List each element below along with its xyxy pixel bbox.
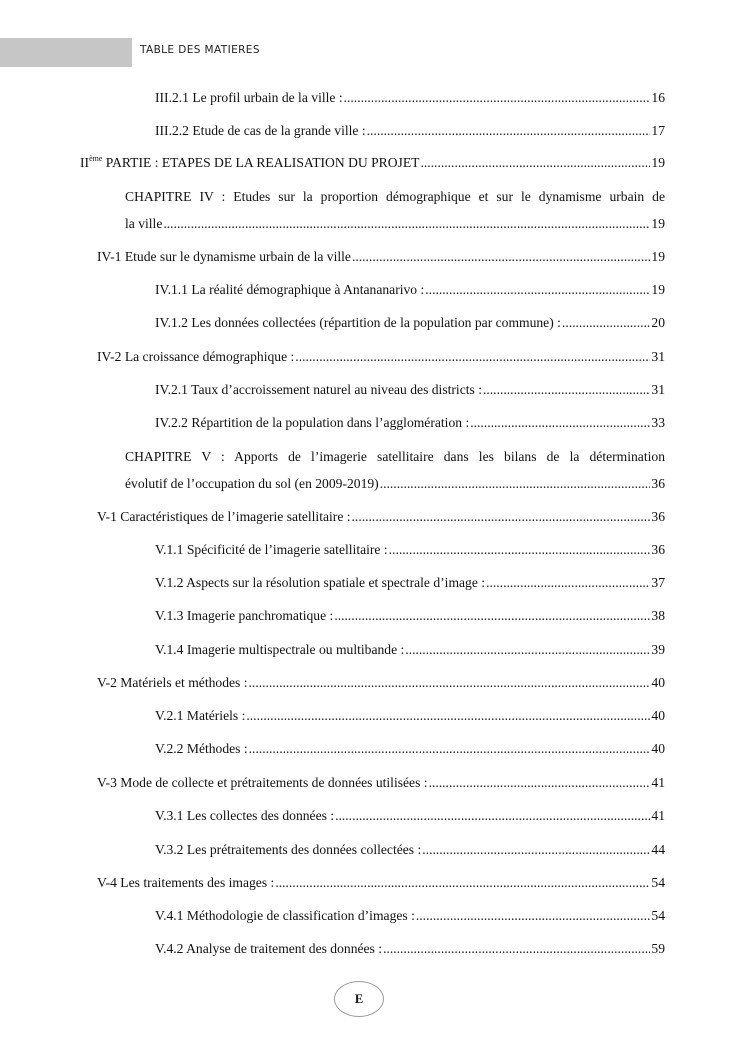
toc-entry-title: IV.2.1 Taux d’accroissement naturel au niveau des districts : — [155, 382, 482, 397]
toc-entry[interactable] — [97, 875, 665, 891]
toc-leader-dots — [429, 775, 651, 791]
toc-entry[interactable] — [155, 608, 665, 624]
toc-page-number: 19 — [651, 216, 665, 231]
part-superscript: ème — [89, 154, 103, 163]
toc-leader-dots — [470, 415, 650, 431]
toc-entry-title: V-1 Caractéristiques de l’imagerie satellitaire : — [97, 509, 351, 524]
toc-page-number: 44 — [651, 842, 665, 857]
toc-entry[interactable] — [155, 642, 665, 658]
toc-page-number: 41 — [651, 808, 665, 823]
toc-leader-dots — [295, 349, 650, 365]
toc-page-number: 41 — [651, 775, 665, 790]
toc-entry-title: V.3.1 Les collectes des données : — [155, 808, 335, 823]
toc-entry[interactable] — [155, 842, 665, 858]
toc-page-number: 38 — [651, 608, 665, 623]
toc-leader-dots — [380, 476, 651, 492]
toc-entry-title: V.4.2 Analyse de traitement des données : — [155, 941, 383, 956]
toc-entry-title: IV-2 La croissance démographique : — [97, 349, 295, 364]
toc-entry[interactable] — [97, 249, 665, 265]
toc-leader-dots — [352, 249, 650, 265]
toc-entry[interactable] — [155, 741, 665, 757]
part-title: PARTIE : ETAPES DE LA REALISATION DU PROJET — [102, 155, 420, 170]
page-number-badge — [334, 981, 384, 1017]
toc-leader-dots — [405, 642, 650, 658]
toc-page-number: 54 — [651, 908, 665, 923]
toc-leader-dots — [163, 216, 650, 232]
toc-entry[interactable] — [155, 941, 665, 957]
toc-leader-dots — [383, 941, 650, 957]
toc-entry-title: V-4 Les traitements des images : — [97, 875, 275, 890]
toc-page-number: 37 — [651, 575, 665, 590]
toc-entry[interactable] — [155, 575, 665, 591]
toc-page-number: 17 — [651, 123, 665, 138]
toc-page-number: 40 — [651, 708, 665, 723]
toc-entry-title: évolutif de l’occupation du sol (en 2009-2019) — [125, 476, 379, 491]
toc-leader-dots — [422, 842, 650, 858]
toc-leader-dots — [389, 542, 651, 558]
toc-entry-title: V.1.1 Spécificité de l’imagerie satellitaire : — [155, 542, 388, 557]
toc-leader-dots — [416, 908, 651, 924]
toc-page-number: 19 — [651, 282, 665, 297]
toc-entry[interactable] — [155, 415, 665, 431]
toc-entry-title: V.1.3 Imagerie panchromatique : — [155, 608, 334, 623]
toc-entry-title: V-3 Mode de collecte et prétraitements de données utilisées : — [97, 775, 428, 790]
toc-leader-dots — [246, 708, 650, 724]
toc-entry[interactable] — [155, 315, 665, 331]
toc-page-number: 19 — [651, 155, 665, 170]
toc-leader-dots — [420, 155, 650, 171]
toc-leader-dots — [483, 382, 650, 398]
toc-leader-dots — [562, 315, 650, 331]
toc-entry[interactable] — [155, 382, 665, 398]
header-gray-bar — [0, 38, 132, 67]
toc-entry-title: V.3.2 Les prétraitements des données collectées : — [155, 842, 422, 857]
toc-page-number: 16 — [651, 90, 665, 105]
toc-entry-title — [80, 155, 419, 171]
toc-page-number: 20 — [651, 315, 665, 330]
toc-entry[interactable] — [155, 542, 665, 558]
toc-entry[interactable] — [155, 708, 665, 724]
toc-page-number: 31 — [651, 382, 665, 397]
toc-entry-chapter[interactable] — [125, 189, 665, 232]
toc-entry-title: V.4.1 Méthodologie de classification d’images : — [155, 908, 415, 923]
toc-leader-dots — [352, 509, 651, 525]
toc-entry-title: IV-1 Etude sur le dynamisme urbain de la ville — [97, 249, 351, 264]
toc-page-number: 36 — [651, 476, 665, 491]
toc-page-number: 54 — [651, 875, 665, 890]
toc-leader-dots — [367, 123, 651, 139]
toc-leader-dots — [344, 90, 651, 106]
toc-leader-dots — [275, 875, 650, 891]
toc-page-number: 59 — [651, 941, 665, 956]
toc-entry[interactable] — [155, 808, 665, 824]
toc-entry-title: V-2 Matériels et méthodes : — [97, 675, 248, 690]
toc-entry-title: III.2.1 Le profil urbain de la ville : — [155, 90, 343, 105]
toc-entry[interactable] — [97, 509, 665, 525]
toc-entry-title: IV.2.2 Répartition de la population dans l’agglomération : — [155, 415, 470, 430]
toc-entry-chapter[interactable] — [125, 449, 665, 492]
toc-leader-dots — [486, 575, 650, 591]
part-number: II — [80, 155, 90, 170]
toc-chapter-title-line: CHAPITRE IV : Etudes sur la proportion démographique et sur le dynamisme urbain de — [125, 189, 665, 204]
toc-entry-title: V.2.1 Matériels : — [155, 708, 246, 723]
header-title: TABLE DES MATIERES — [140, 44, 260, 56]
toc-entry[interactable] — [97, 349, 665, 365]
toc-page-number: 31 — [651, 349, 665, 364]
toc-leader-dots — [425, 282, 650, 298]
toc-entry-title: III.2.2 Etude de cas de la grande ville : — [155, 123, 366, 138]
toc-leader-dots — [249, 741, 651, 757]
toc-entry[interactable] — [155, 90, 665, 106]
toc-page-number: 40 — [651, 675, 665, 690]
toc-entry-title: IV.1.2 Les données collectées (répartition de la population par commune) : — [155, 315, 561, 330]
toc-entry-title: la ville — [125, 216, 163, 231]
toc-entry-title: V.1.2 Aspects sur la résolution spatiale et spectrale d’image : — [155, 575, 486, 590]
toc-entry-title: V.1.4 Imagerie multispectrale ou multibande : — [155, 642, 405, 657]
toc-page-number: 39 — [651, 642, 665, 657]
toc-entry[interactable] — [97, 775, 665, 791]
toc-leader-dots — [334, 608, 650, 624]
toc-leader-dots — [249, 675, 651, 691]
toc-entry[interactable] — [155, 123, 665, 139]
toc-page-number: 19 — [651, 249, 665, 264]
toc-page-number: 36 — [651, 542, 665, 557]
toc-leader-dots — [335, 808, 650, 824]
toc-chapter-title-line: CHAPITRE V : Apports de l’imagerie satellitaire dans les bilans de la détermination — [125, 449, 665, 464]
toc-entry[interactable] — [80, 155, 665, 171]
toc-page-number: 36 — [651, 509, 665, 524]
page-number-label: E — [354, 991, 364, 1006]
toc-entry[interactable] — [155, 908, 665, 924]
toc-page-number: 40 — [651, 741, 665, 756]
toc-entry-title: V.2.2 Méthodes : — [155, 741, 248, 756]
toc-entry[interactable] — [97, 675, 665, 691]
toc-entry-title: IV.1.1 La réalité démographique à Antananarivo : — [155, 282, 425, 297]
toc-entry[interactable] — [155, 282, 665, 298]
toc-page-number: 33 — [651, 415, 665, 430]
